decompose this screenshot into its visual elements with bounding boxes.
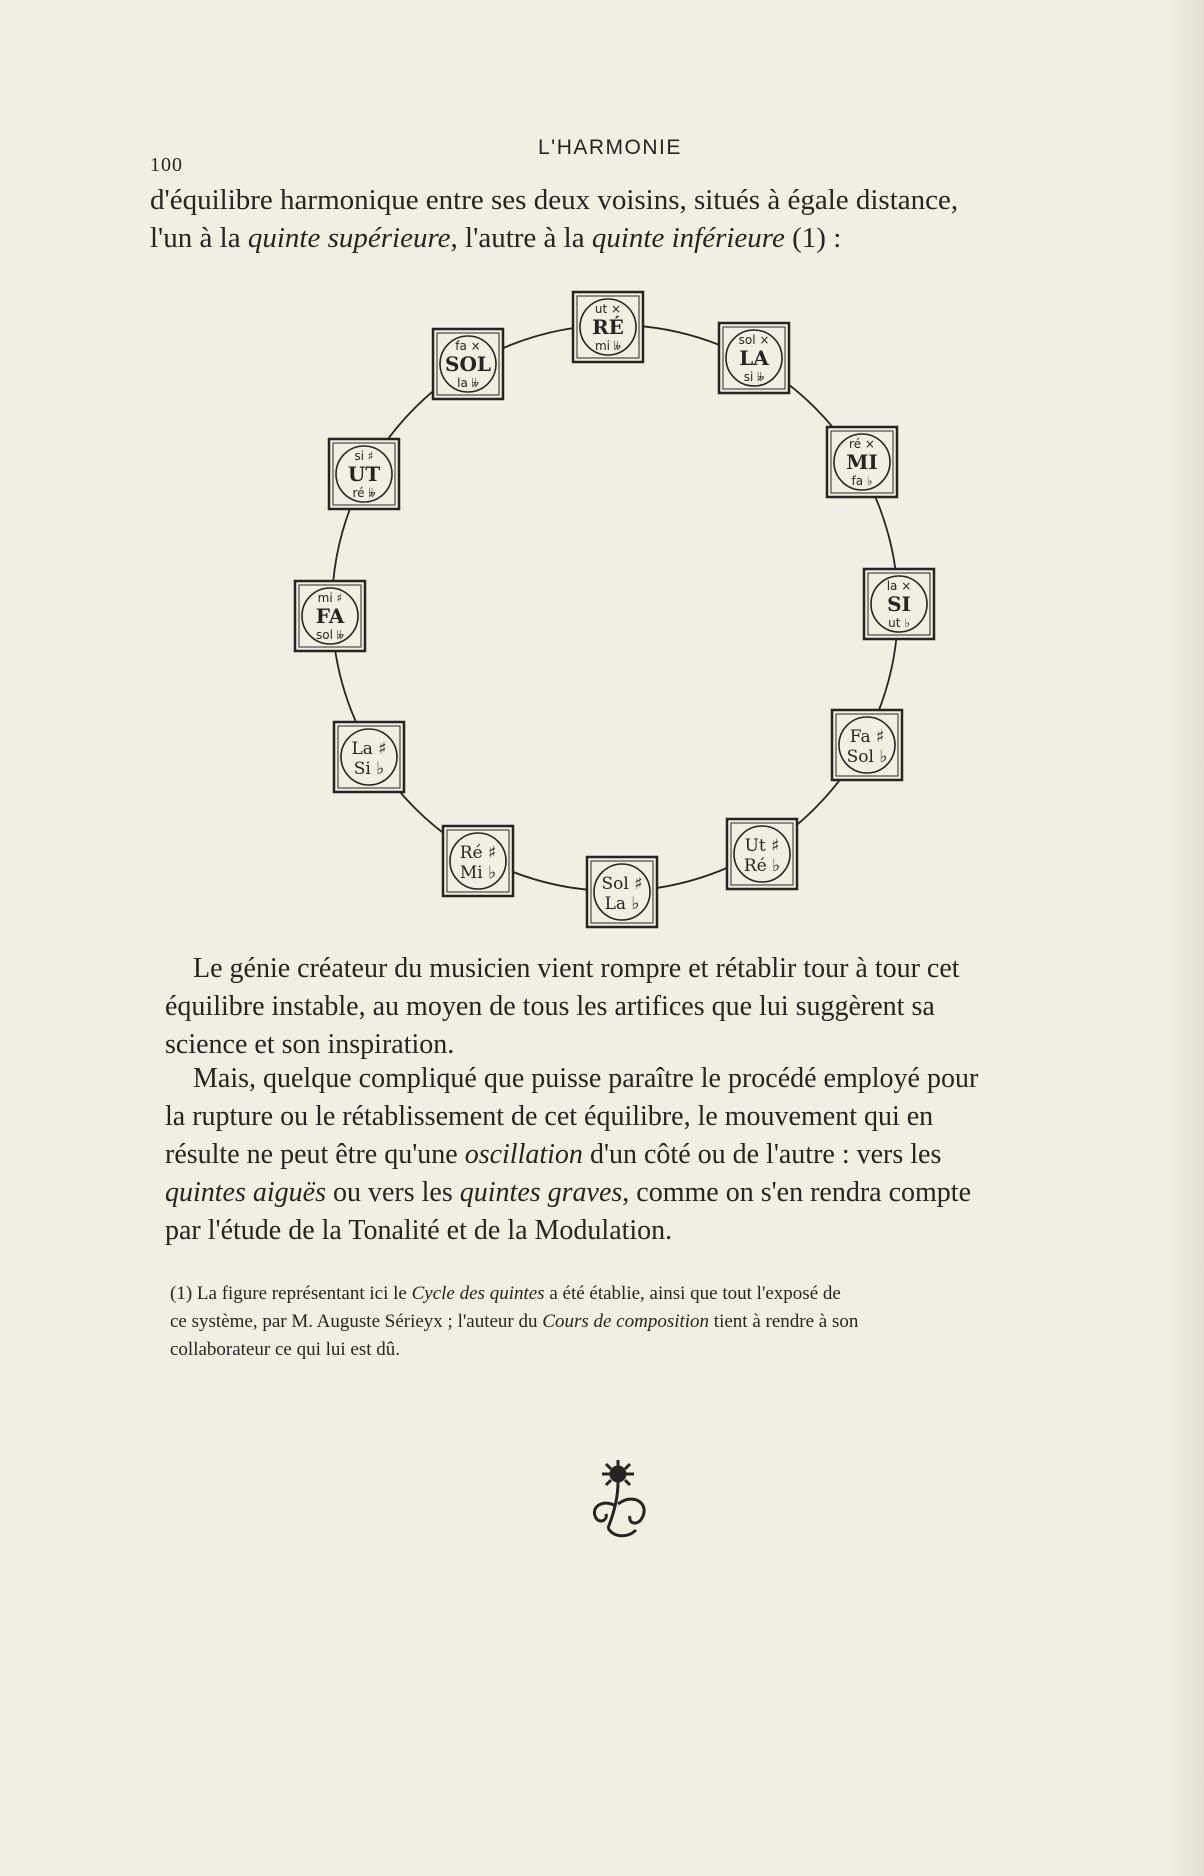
footnote-line-1: (1) La figure représentant ici le Cycle des quintes a été établie, ainsi que tout l'exposé de	[170, 1283, 841, 1304]
node-bottom-label: mi 𝄫	[594, 339, 622, 353]
intro-line-1: d'équilibre harmonique entre ses deux voisins, situés à égale distance,	[150, 184, 959, 216]
paragraph-2-line-2: la rupture ou le rétablissement de cet équilibre, le mouvement qui en	[165, 1101, 934, 1132]
node-top-label: la ×	[886, 579, 912, 593]
paragraph-1-line-3: science et son inspiration.	[165, 1029, 455, 1060]
node-bottom-label: ut ♭	[888, 616, 910, 630]
node-main-label: SOL	[445, 352, 491, 376]
cycle-node-ut	[329, 439, 399, 509]
page-number: 100	[150, 154, 183, 176]
node-top-label: sol ×	[738, 333, 770, 347]
node-lower-label: La ♭	[604, 894, 640, 914]
footnote-line-2: ce système, par M. Auguste Sérieyx ; l'auteur du Cours de composition tient à rendre à son	[170, 1311, 859, 1332]
node-lower-label: Mi ♭	[459, 863, 497, 883]
cycle-node-la	[719, 323, 789, 393]
paragraph-2-line-3: résulte ne peut être qu'une oscillation d'un côté ou de l'autre : vers les	[165, 1139, 942, 1170]
node-upper-label: Sol ♯	[601, 874, 643, 894]
cycle-node-re-sharp	[443, 826, 513, 896]
paragraph-1-line-2: équilibre instable, au moyen de tous les artifices que lui suggèrent sa	[165, 991, 935, 1022]
cycle-node-sol	[433, 329, 503, 399]
cycle-ring	[332, 325, 898, 891]
node-main-label: FA	[315, 604, 345, 628]
paragraph-2-line-4: quintes aiguës ou vers les quintes graves, comme on s'en rendra compte	[165, 1177, 971, 1208]
cycle-node-ut-sharp	[727, 819, 797, 889]
node-main-label: SI	[887, 592, 911, 616]
node-upper-label: Fa ♯	[849, 727, 885, 747]
cycle-node-mi	[827, 427, 897, 497]
paragraph-1	[165, 950, 1085, 1064]
node-main-label: LA	[739, 346, 769, 370]
cycle-node-la-sharp	[334, 722, 404, 792]
cycle-node-re	[573, 292, 643, 362]
node-main-label: RÉ	[592, 315, 624, 339]
flower-ornament-icon	[584, 1458, 654, 1548]
node-bottom-label: sol 𝄫	[316, 628, 344, 642]
paragraph-1-line-1: Le génie créateur du musicien vient rompre et rétablir tour à tour cet	[193, 953, 960, 984]
node-upper-label: Ré ♯	[459, 843, 497, 863]
intro-line-2: l'un à la quinte supérieure, l'autre à la quinte inférieure (1) :	[150, 222, 842, 254]
node-upper-label: La ♯	[351, 739, 387, 759]
cycle-node-fa-sharp	[832, 710, 902, 780]
node-upper-label: Ut ♯	[744, 836, 780, 856]
node-lower-label: Ré ♭	[743, 856, 781, 876]
node-lower-label: Si ♭	[353, 759, 385, 779]
node-bottom-label: fa ♭	[851, 474, 873, 488]
node-bottom-label: ré 𝄫	[352, 486, 376, 500]
node-top-label: ut ×	[594, 302, 622, 316]
paragraph-2	[165, 1060, 1085, 1250]
node-bottom-label: la 𝄫	[457, 376, 479, 390]
cycle-node-si	[864, 569, 934, 639]
cycle-node-sol-sharp	[587, 857, 657, 927]
running-title: L'HARMONIE	[538, 136, 682, 159]
footnote	[170, 1280, 1090, 1364]
node-lower-label: Sol ♭	[846, 747, 888, 767]
paragraph-2-line-5: par l'étude de la Tonalité et de la Modulation.	[165, 1215, 673, 1246]
node-main-label: MI	[846, 450, 878, 474]
node-top-label: si ♯	[354, 449, 374, 463]
cycle-node-fa	[295, 581, 365, 651]
node-bottom-label: si 𝄫	[743, 370, 765, 384]
node-top-label: fa ×	[455, 339, 481, 353]
footnote-line-3: collaborateur ce qui lui est dû.	[170, 1339, 401, 1360]
node-top-label: mi ♯	[317, 591, 343, 605]
node-top-label: ré ×	[849, 437, 875, 451]
paragraph-2-line-1: Mais, quelque compliqué que puisse paraître le procédé employé pour	[193, 1063, 979, 1094]
node-main-label: UT	[347, 462, 381, 486]
